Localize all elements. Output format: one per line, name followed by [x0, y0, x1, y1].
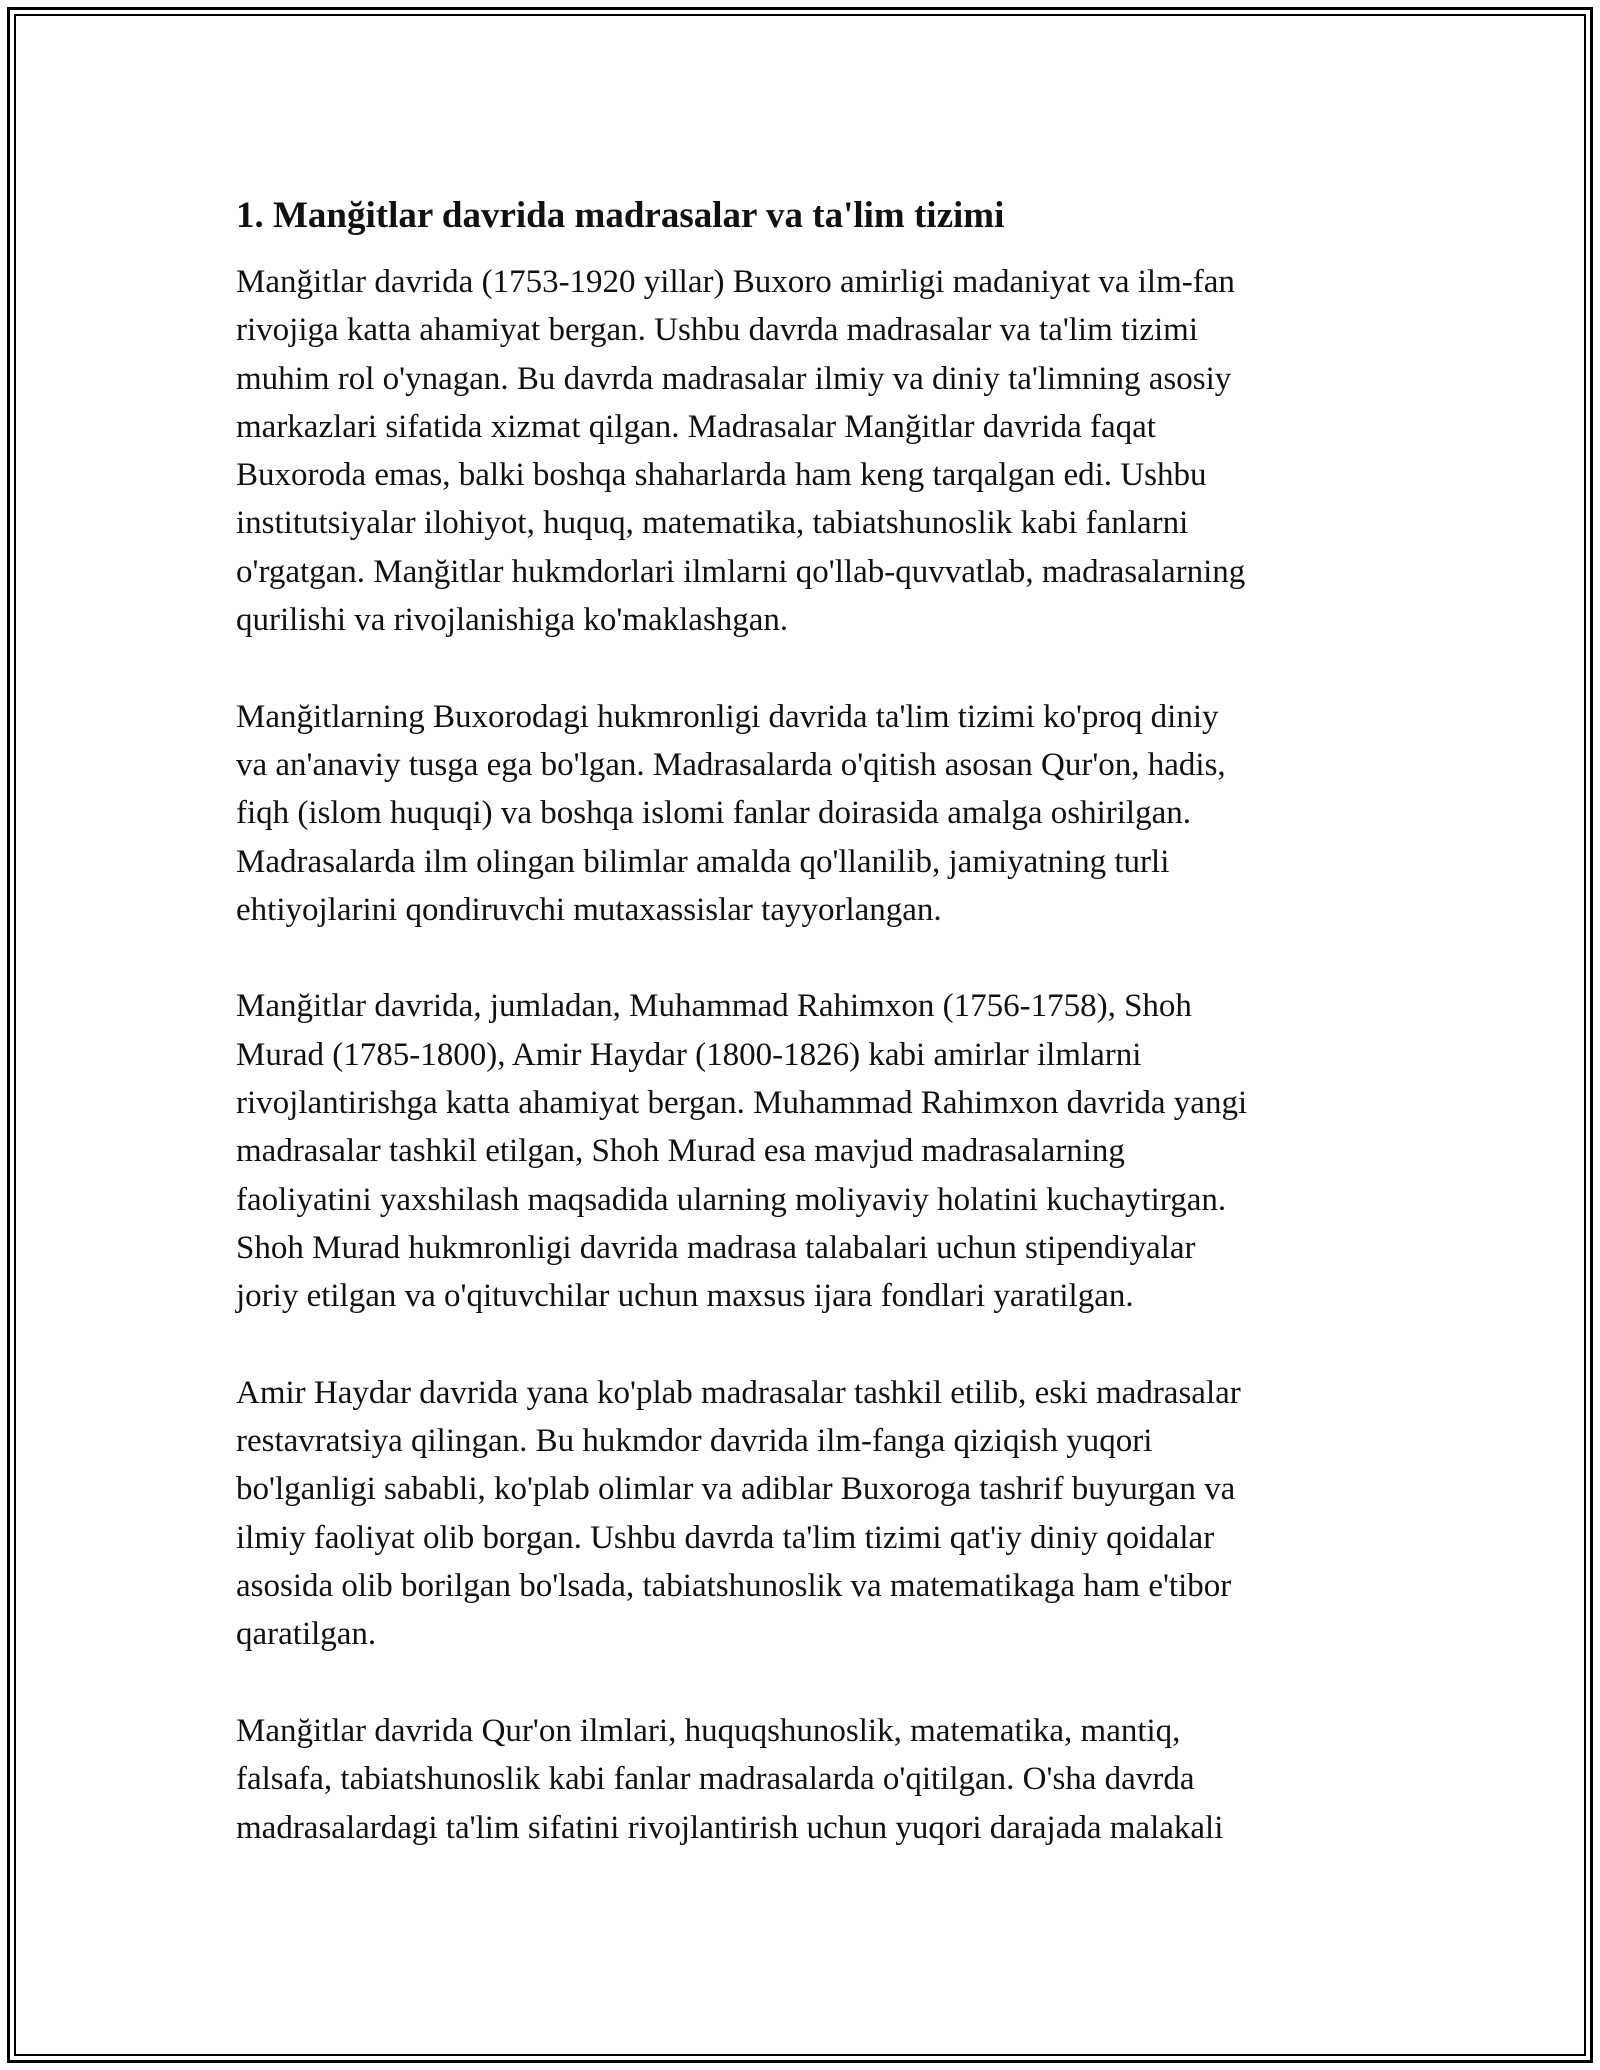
text-line: markazlari sifatida xizmat qilgan. Madrasalar Manğitlar davrida faqat	[236, 408, 1156, 445]
text-line: va an'anaviy tusga ega bo'lgan. Madrasalarda o'qitish asosan Qur'on, hadis,	[236, 746, 1226, 783]
text-line: o'rgatgan. Manğitlar hukmdorlari ilmlarni qo'llab-quvvatlab, madrasalarning	[236, 553, 1246, 590]
text-line: Madrasalarda ilm olingan bilimlar amalda qo'llanilib, jamiyatning turli	[236, 843, 1170, 880]
text-line: Manğitlar davrida, jumladan, Muhammad Rahimxon (1756-1758), Shoh	[236, 988, 1192, 1025]
text-line: rivojiga katta ahamiyat bergan. Ushbu davrda madrasalar va ta'lim tizimi	[236, 312, 1199, 349]
paragraph-4	[236, 1369, 1366, 1659]
text-line: Shoh Murad hukmronligi davrida madrasa talabalari uchun stipendiyalar	[236, 1229, 1196, 1266]
text-line: bo'lganligi sababli, ko'plab olimlar va adiblar Buxoroga tashrif buyurgan va	[236, 1471, 1236, 1508]
text-line: qurilishi va rivojlanishiga ko'maklashgan.	[236, 602, 789, 639]
text-line: faoliyatini yaxshilash maqsadida ularning moliyaviy holatini kuchaytirgan.	[236, 1181, 1227, 1218]
text-line: ilmiy faoliyat olib borgan. Ushbu davrda ta'lim tizimi qat'iy diniy qoidalar	[236, 1519, 1215, 1556]
text-line: Manğitlar davrida Qur'on ilmlari, huquqshunoslik, matematika, mantiq,	[236, 1712, 1181, 1749]
text-line: restavratsiya qilingan. Bu hukmdor davrida ilm-fanga qiziqish yuqori	[236, 1423, 1153, 1460]
text-line: Murad (1785-1800), Amir Haydar (1800-1826) kabi amirlar ilmlarni	[236, 1036, 1142, 1073]
text-line: Buxoroda emas, balki boshqa shaharlarda ham keng tarqalgan edi. Ushbu	[236, 457, 1207, 494]
text-line: ehtiyojlarini qondiruvchi mutaxassislar tayyorlangan.	[236, 891, 942, 928]
text-line: muhim rol o'ynagan. Bu davrda madrasalar ilmiy va diniy ta'limning asosiy	[236, 360, 1232, 397]
paragraph-3	[236, 982, 1366, 1320]
text-line: rivojlantirishga katta ahamiyat bergan. Muhammad Rahimxon davrida yangi	[236, 1085, 1248, 1122]
section-heading: 1. Manğitlar davrida madrasalar va ta'lim tizimi	[236, 195, 1005, 236]
paragraph-1	[236, 258, 1366, 644]
text-line: joriy etilgan va o'qituvchilar uchun maxsus ijara fondlari yaratilgan.	[236, 1278, 1134, 1315]
text-line: Manğitlar davrida (1753-1920 yillar) Buxoro amirligi madaniyat va ilm-fan	[236, 264, 1235, 300]
paragraph-2	[236, 693, 1366, 934]
text-line: institutsiyalar ilohiyot, huquq, matematika, tabiatshunoslik kabi fanlarni	[236, 505, 1189, 542]
text-line: Amir Haydar davrida yana ko'plab madrasalar tashkil etilib, eski madrasalar	[236, 1374, 1241, 1411]
text-line: madrasalar tashkil etilgan, Shoh Murad esa mavjud madrasalarning	[236, 1133, 1125, 1170]
text-line: qaratilgan.	[236, 1616, 377, 1653]
text-line: fiqh (islom huquqi) va boshqa islomi fanlar doirasida amalga oshirilgan.	[236, 795, 1191, 832]
document-body	[236, 188, 1366, 1900]
text-line: Manğitlarning Buxorodagi hukmronligi davrida ta'lim tizimi ko'proq diniy	[236, 698, 1219, 735]
text-line: madrasalardagi ta'lim sifatini rivojlantirish uchun yuqori darajada malakali	[236, 1809, 1224, 1846]
paragraph-5	[236, 1707, 1366, 1852]
text-line: falsafa, tabiatshunoslik kabi fanlar madrasalarda o'qitilgan. O'sha davrda	[236, 1761, 1195, 1798]
text-line: asosida olib borilgan bo'lsada, tabiatshunoslik va matematikaga ham e'tibor	[236, 1568, 1232, 1605]
